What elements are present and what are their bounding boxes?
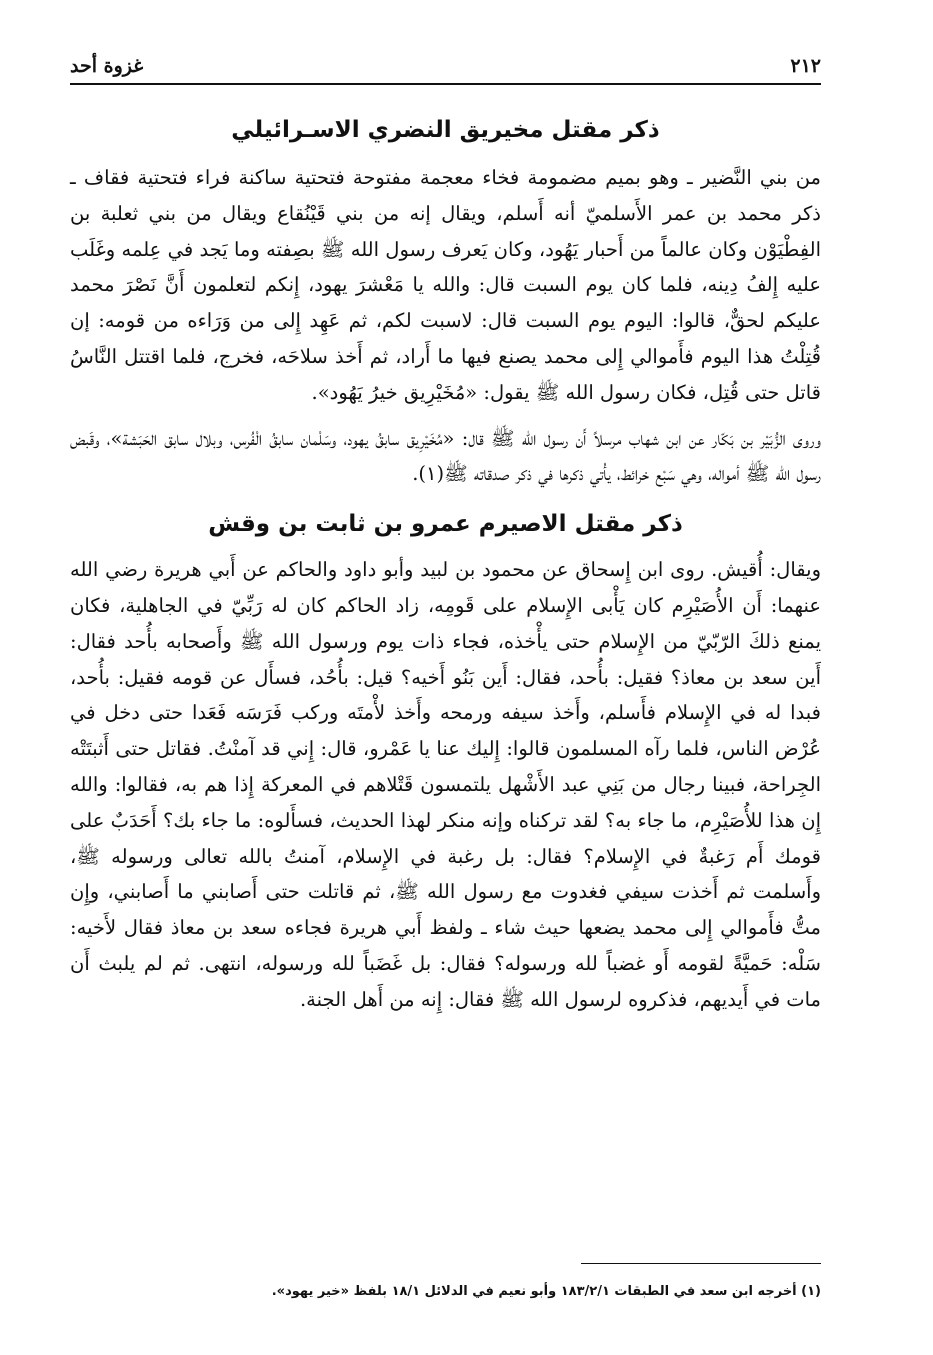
footnote-1: (١) أخرجه ابن سعد في الطبقات ١٨٣/٢/١ وأبو نعيم في الدلائل ١٨/١ بلفظ «خير يهود».	[271, 1284, 821, 1299]
page-content	[70, 102, 821, 1018]
footnote-area	[70, 1263, 821, 1302]
paragraph-mukhayriq-2: وروى الزُّبَيْر بن بَكّار عن ابن شهاب مرسلاً أَن رسول الله ﷺ قال: «مُخَيْرِيق سابقُ يهود، وسَلْمان سابقُ الْفُرس، وبلال سابق الحَبَشة»، وقَبض رسول الله ﷺ أمواله، وهي سَبْع خرائط، يأْتي ذكرها في ذكر صدقاته ﷺ(١).	[70, 426, 821, 486]
chapter-title: غزوة أحد	[70, 55, 144, 77]
section-title-usayrim: ذكر مقتل الاصيرم عمرو بن ثابت بن وقش	[208, 511, 683, 538]
section-title-mukhayriq: ذكر مقتل مخيريق النضري الاسـرائيلي	[231, 117, 660, 143]
running-header	[70, 55, 821, 85]
footnote-divider	[581, 1263, 821, 1264]
page-number: ٢١٢	[790, 55, 821, 77]
paragraph-mukhayriq-1: من بني النَّضير ـ وهو بميم مضمومة فخاء معجمة مفتوحة فتحتية ساكنة فراء فتحتية فقاف ـ ذكر محمد بن عمر الأَسلميّ أنه أَسلم، ويقال إنه من بني قَيْنُقاع ويقال من بني ثعلبة بن الفِطْيَوْن وكان عالماً من أَحبار يَهُود، وكان يَعرف رسول الله ﷺ بصِفته وما يَجد في عِلمه وغَلَب عليه إِلفُ دِينه، فلما كان يوم السبت قال: والله يا مَعْشرَ يهود، إِنكم لتعلمون أَنَّ نَصْرَ محمد عليكم لحقٌّ، قالوا: اليوم يوم السبت قال: لاسبت لكم، ثم عَهِد إِلى من وَرَاءه من قومه: إن قُتِلْتُ هذا اليوم فأَموالي إِلى محمد يصنع فيها ما أَراد، ثم أَخذ سلاحَه، فخرج، فلما اقتتل النَّاسُ قاتل حتى قُتِل، فكان رسول الله ﷺ يقول: «مُخَيْرِيق خيرُ يَهُود».	[70, 166, 821, 404]
paragraph-usayrim-1: ويقال: أُقيش. روى ابن إِسحاق عن محمود بن لبيد وأبو داود والحاكم عن أَبي هريرة رضي الله عنهما: أَن الأُصَيْرِم كان يَأْبى الإِسلام على قَومِه، زاد الحاكم كان له رَبِّيّ في الجاهلية، فكان يمنع ذلكَ الرّبّيّ من الإِسلام حتى يأْخذه، فجاء ذات يوم ورسول الله ﷺ وأَصحابه بأُحد فقال: أَين سعد بن معاذ؟ فقيل: بأُحد، فقال: أَين بَنُو أَخيه؟ قيل: بأُحُد، فسأَل عن قومه فقيل: بأُحد، فبدا له في الإِسلام فأَسلم، وأَخذ سيفه ورمحه وأَخذ لأْمتَه وركب فَرَسَه فَعَدا حتى دخل في عُرْض الناس، فلما رآه المسلمون قالوا: إِليك عنا يا عَمْرو، قال: إِني قد آمنْتُ. فقاتل حتى أَثبتَتْه الجِراحة، فبينا رجال من بَنِي عبد الأَشْهل يلتمسون قَتْلاهم في المعركة إِذا هم به، فقالوا: والله إِن هذا للأُصَيْرِم، ما جاء به؟ لقد تركناه وإنه منكر لهذا الحديث، فسأَلوه: ما جاء بك؟ أَحَدَبٌ على قومك أَم رَغبةٌ في الإِسلام؟ فقال: بل رغبة في الإِسلام، آمنتُ بالله تعالى ورسوله ﷺ، وأَسلمت ثم أَخذت سيفي فغدوت مع رسول الله ﷺ، ثم قاتلت حتى أَصابني ما أَصابني، وإِن متُّ فأَموالي إِلى محمد يضعها حيث شاء ـ ولفظ أَبي هريرة فجاءه سعد بن معاذ فقال لأَخيه: سَلْه: حَميَّةً لقومه أَو غضباً لله ورسوله؟ فقال: بل غَضَباً لله ورسوله، انتهى. ثم لم يلبث أَن مات في أَيديهم، فذكروه لرسول الله ﷺ فقال: إِنه من أَهل الجنة.	[70, 558, 821, 1011]
